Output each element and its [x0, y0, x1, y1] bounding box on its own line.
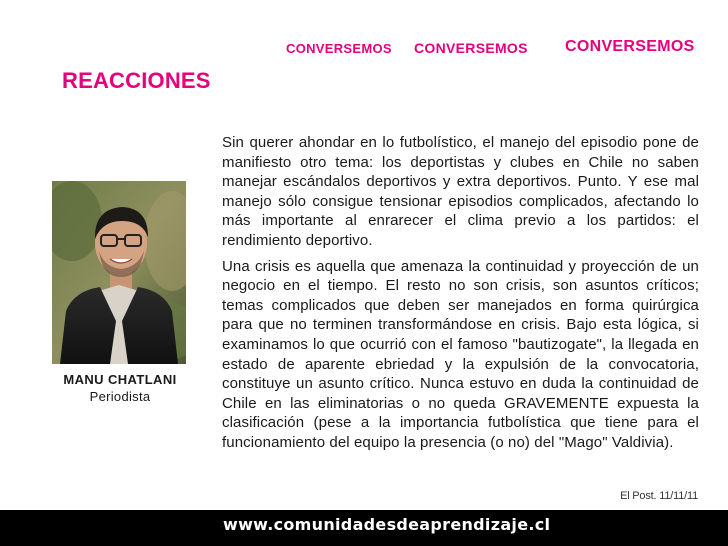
footer-url-link[interactable]: www.comunidadesdeaprendizaje.cl — [223, 515, 551, 534]
source-citation: El Post. 11/11/11 — [620, 490, 698, 502]
conversemos-label-2: CONVERSEMOS — [414, 40, 528, 56]
article-paragraph-1: Sin querer ahondar en lo futbolístico, el manejo del episodio pone de manifiesto otro tema: los deportistas y clubes en Chile no saben manejar escándalos deportivos y extra deportivos. Punto. Y ese mal manejo sólo consigue tensionar episodios complicados, afectando lo más importante al enrarecer el clima previo a los partidos: el rendimiento deportivo. — [222, 134, 699, 249]
section-title: REACCIONES — [62, 68, 211, 93]
article-paragraph-2: Una crisis es aquella que amenaza la continuidad y proyección de un negocio en el tiempo. El resto no son crisis, son asuntos críticos; temas complicados que deben ser manejados en forma quirúrgica para que no terminen transformándose en crisis. Bajo esta lógica, si examinamos lo que ocurrió con el famoso "bautizogate", la llegada en estado de aparente ebriedad y la expulsión de la convocatoria, constituye un asunto crítico. Nunca estuvo en duda la continuidad de Chile en las eliminatorias o no queda GRAVEMENTE expuesta la clasificación (pese a la importancia futbolística que tiene para el funcionamiento del equipo la presencia (o no) del "Mago" Valdivia). — [222, 257, 699, 451]
author-name: MANU CHATLANI — [63, 372, 177, 387]
author-role: Periodista — [89, 389, 151, 404]
author-photo — [52, 181, 186, 364]
conversemos-label-1: CONVERSEMOS — [286, 41, 392, 56]
conversemos-label-3: CONVERSEMOS — [565, 38, 695, 55]
article-body — [222, 133, 699, 453]
